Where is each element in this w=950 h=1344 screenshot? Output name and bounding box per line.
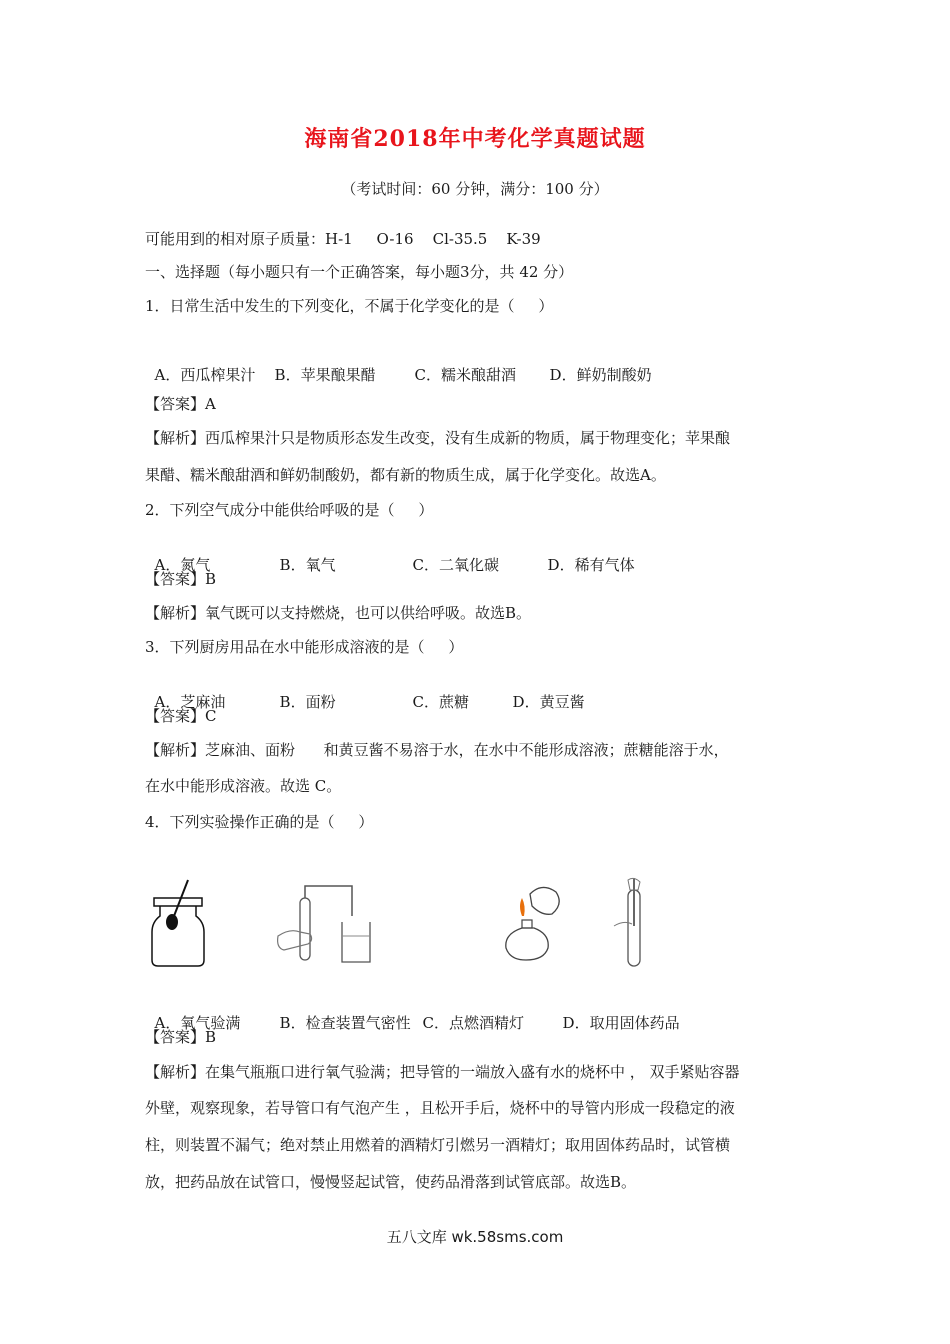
q4-analysis-line-2: 外壁，观察现象，若导管口有气泡产生 ，且松开手后，烧杯中的导管内形成一段稳定的液 [145,1099,735,1117]
q4-analysis-line-1: 【解析】在集气瓶瓶口进行氧气验满；把导管的一端放入盛有水的烧杯中 ， 双手紧贴容器 [145,1063,740,1081]
footer-watermark: 五八文库 wk.58sms.com [386,1228,564,1246]
document-title: 海南省2018年中考化学真题试题 [304,126,646,152]
question-4-options [145,993,680,1033]
question-2-options [145,535,635,575]
q4-option-b: B．检查装置气密性 [279,1014,411,1032]
question-4: 4．下列实验操作正确的是（ ） [145,813,374,831]
q1-option-b: B．苹果酿果醋 [274,366,376,384]
airtightness-check-figure [270,876,380,968]
q4-option-c: C．点燃酒精灯 [422,1014,525,1032]
q1-analysis-line-2: 果醋、糯米酿甜酒和鲜奶制酸奶，都有新的物质生成，属于化学变化。故选A。 [145,466,666,484]
q3-option-b: B．面粉 [279,693,336,711]
solid-reagent-figure [610,876,660,968]
exam-info: （考试时间：60 分钟，满分：100 分） [341,180,609,198]
q4-option-d: D．取用固体药品 [562,1014,680,1032]
q2-option-d: D．稀有气体 [547,556,635,574]
question-2: 2．下列空气成分中能供给呼吸的是（ ） [145,501,434,519]
q2-answer: 【答案】B [145,570,217,588]
atomic-mass-line: 可能用到的相对原子质量：H-1 O-16 Cl-35.5 K-39 [145,230,541,248]
q4-analysis-line-4: 放，把药品放在试管口，慢慢竖起试管，使药品滑落到试管底部。故选B。 [145,1173,637,1191]
q1-analysis-line-1: 【解析】西瓜榨果汁只是物质形态发生改变，没有生成新的物质，属于物理变化；苹果酿 [145,429,731,447]
q1-option-d: D．鲜奶制酸奶 [549,366,652,384]
q2-option-c: C．二氧化碳 [412,556,500,574]
question-1-options [145,345,652,385]
q1-option-c: C．糯米酿甜酒 [414,366,517,384]
q3-analysis-line-2: 在水中能形成溶液。故选 C。 [145,777,342,795]
experiment-figures [140,876,840,976]
q2-analysis: 【解析】氧气既可以支持燃烧，也可以供给呼吸。故选B。 [145,604,532,622]
q1-option-a: A．西瓜榨果汁 [154,366,256,384]
alcohol-lamp-figure [492,876,572,968]
question-1: 1．日常生活中发生的下列变化，不属于化学变化的是（ ） [145,297,554,315]
q4-analysis-line-3: 柱，则装置不漏气；绝对禁止用燃着的酒精灯引燃另一酒精灯；取用固体药品时，试管横 [145,1136,731,1154]
q3-analysis-line-1: 【解析】芝麻油、面粉 和黄豆酱不易溶于水，在水中不能形成溶液；蔗糖能溶于水， [145,741,729,759]
q1-answer: 【答案】A [145,395,216,413]
q3-option-d: D．黄豆酱 [512,693,585,711]
q2-option-a: A．氮气 [154,556,211,574]
question-3: 3．下列厨房用品在水中能形成溶液的是（ ） [145,638,464,656]
q3-option-a: A．芝麻油 [154,693,226,711]
q4-answer: 【答案】B [145,1028,217,1046]
q2-option-b: B．氧气 [279,556,336,574]
q4-option-a: A．氧气验满 [154,1014,241,1032]
oxygen-test-figure [148,876,208,968]
q3-answer: 【答案】C [145,707,217,725]
section-heading: 一、选择题（每小题只有一个正确答案，每小题3分，共 42 分） [145,263,574,281]
q3-option-c: C．蔗糖 [412,693,470,711]
